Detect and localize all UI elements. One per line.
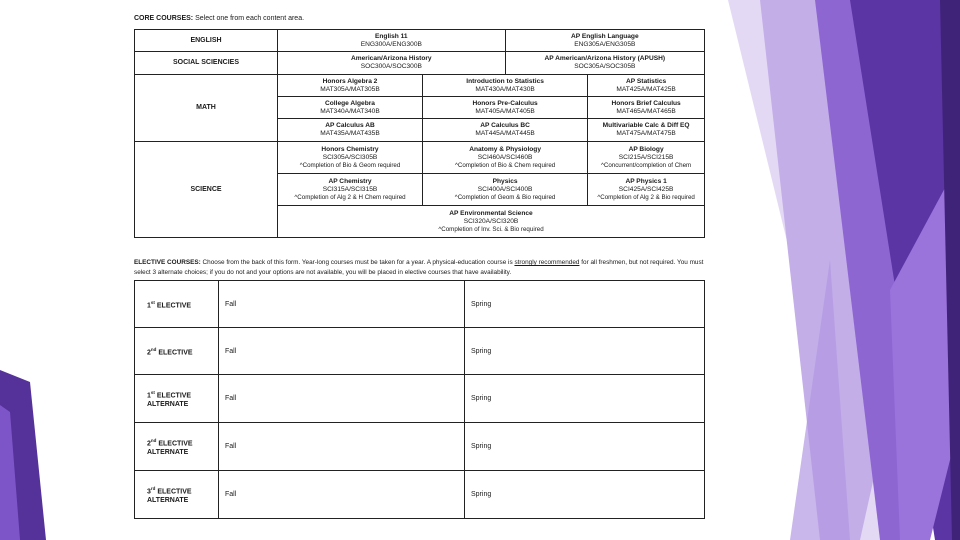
course-cell [423, 75, 588, 97]
course-cell [278, 30, 506, 52]
elective-ordinal-suffix: rd [150, 485, 156, 491]
category-science: SCIENCE [135, 142, 278, 238]
course-code: MAT445A/MAT445B [475, 130, 535, 137]
course-name: Anatomy & Physiology [469, 145, 541, 153]
elective-label-alt: ALTERNATE [147, 449, 189, 457]
course-code: ENG300A/ENG300B [360, 40, 422, 48]
core-header [134, 14, 710, 23]
course-code: MAT305A/MAT305B [320, 85, 380, 93]
course-code: MAT405A/MAT405B [475, 107, 535, 115]
course-code: MAT340A/MAT340B [320, 107, 380, 115]
course-selection-form [126, 14, 710, 505]
course-name: AP Physics 1 [625, 177, 667, 185]
course-code: SCI305A/SCI305B [322, 153, 378, 161]
course-cell [423, 97, 588, 119]
course-cell [588, 174, 705, 206]
fall-field[interactable]: Fall [219, 471, 465, 519]
spring-field[interactable]: Spring [465, 281, 705, 328]
spring-field[interactable]: Spring [465, 375, 705, 423]
course-code: SCI215A/SCI215B [618, 153, 674, 161]
course-code: MAT465A/MAT465B [616, 107, 676, 115]
elective-row [135, 423, 705, 471]
course-cell [278, 52, 506, 75]
fall-field[interactable]: Fall [219, 423, 465, 471]
elective-label-text: ELECTIVE [156, 302, 192, 310]
course-cell [588, 97, 705, 119]
course-name: Multivariable Calc & Diff EQ [602, 122, 690, 129]
elective-ordinal: 1 [147, 302, 151, 310]
core-row-english [135, 30, 705, 52]
category-math: MATH [135, 75, 278, 142]
elective-title: ELECTIVE COURSES: [134, 259, 201, 266]
course-code: MAT435A/MAT435B [320, 130, 380, 137]
elective-label [135, 423, 219, 471]
elective-row [135, 328, 705, 375]
elective-ordinal-suffix: nd [150, 346, 157, 352]
course-requirement: ^Completion of Geom & Bio required [454, 193, 556, 201]
elective-ordinal-suffix: st [150, 389, 155, 395]
course-cell [278, 174, 423, 206]
elective-row [135, 471, 705, 519]
course-cell [278, 206, 705, 238]
course-cell [278, 97, 423, 119]
core-courses-table [134, 29, 705, 238]
elective-label-text: ELECTIVE [157, 488, 192, 496]
fall-field[interactable]: Fall [219, 375, 465, 423]
course-cell [588, 75, 705, 97]
category-english: ENGLISH [135, 30, 278, 52]
course-name: College Algebra [325, 99, 375, 107]
category-social-sciences: SOCIAL SCIENCIES [135, 52, 278, 75]
elective-ordinal: 2 [147, 349, 151, 357]
course-code: MAT430A/MAT430B [475, 85, 535, 93]
elective-label [135, 328, 219, 375]
elective-text-before: Choose from the back of this form. Year-long courses must be taken for a year. A physical-education course is [202, 259, 513, 266]
course-code: SCI315A/SCI315B [322, 185, 378, 193]
elective-text-emph: strongly recommended [514, 259, 580, 266]
course-requirement: ^Completion of Bio & Geom required [299, 161, 401, 169]
course-name: AP Biology [628, 145, 664, 153]
course-code: SCI400A/SCI400B [477, 185, 533, 193]
core-row-science [135, 142, 705, 174]
spring-field[interactable]: Spring [465, 423, 705, 471]
course-cell [505, 52, 704, 75]
course-code: MAT425A/MAT425B [616, 85, 676, 93]
course-name: Introduction to Statistics [466, 77, 544, 85]
course-name: AP Environmental Science [449, 209, 533, 217]
course-requirement: ^Completion of Inv. Sci. & Bio required [438, 225, 544, 233]
course-requirement: ^Completion of Bio & Chem required [454, 161, 556, 169]
elective-ordinal-suffix: nd [150, 437, 157, 443]
course-cell [423, 174, 588, 206]
course-code: SCI425A/SCI425B [618, 185, 674, 193]
elective-label-alt: ALTERNATE [147, 497, 189, 505]
course-requirement: ^Completion of Alg 2 & Bio required [597, 193, 695, 201]
spring-field[interactable]: Spring [465, 471, 705, 519]
elective-ordinal: 1 [147, 392, 151, 400]
course-cell [278, 119, 423, 142]
course-name: Physics [492, 177, 518, 185]
elective-label-alt: ALTERNATE [147, 401, 189, 409]
course-name: English 11 [374, 32, 408, 40]
elective-ordinal: 2 [147, 440, 151, 448]
course-code: SCI460A/SCI460B [477, 153, 533, 161]
course-name: American/Arizona History [350, 55, 432, 62]
core-instructions: Select one from each content area. [195, 15, 305, 22]
course-cell [278, 75, 423, 97]
elective-row [135, 375, 705, 423]
course-code: ENG305A/ENG305B [574, 40, 636, 48]
course-code: MAT475A/MAT475B [616, 130, 676, 137]
course-cell [423, 119, 588, 142]
course-requirement: ^Completion of Alg 2 & H Chem required [294, 193, 406, 201]
course-name: AP Statistics [625, 77, 667, 85]
fall-field[interactable]: Fall [219, 281, 465, 328]
elective-label-text: ELECTIVE [158, 440, 193, 448]
elective-row [135, 281, 705, 328]
elective-instructions [134, 258, 704, 278]
spring-field[interactable]: Spring [465, 328, 705, 375]
elective-ordinal-suffix: st [150, 299, 155, 305]
course-name: AP Calculus AB [325, 122, 375, 129]
course-name: Honors Pre-Calculus [472, 99, 538, 107]
course-cell [505, 30, 704, 52]
course-name: AP American/Arizona History (APUSH) [544, 55, 666, 62]
course-name: Honors Algebra 2 [322, 77, 378, 85]
course-name: AP English Language [570, 32, 639, 40]
elective-label [135, 281, 219, 328]
elective-table [134, 280, 705, 519]
core-row-social [135, 52, 705, 75]
course-name: AP Calculus BC [480, 122, 530, 129]
fall-field[interactable]: Fall [219, 328, 465, 375]
course-cell [278, 142, 423, 174]
elective-label-text: ELECTIVE [156, 392, 192, 400]
core-title: CORE COURSES: [134, 15, 194, 22]
course-cell [588, 142, 705, 174]
elective-label [135, 471, 219, 519]
course-requirement: ^Concurrent/completion of Chem [600, 161, 692, 169]
elective-label-text: ELECTIVE [158, 349, 193, 357]
course-cell [423, 142, 588, 174]
course-name: AP Chemistry [328, 177, 372, 185]
course-code: SCI320A/SCI320B [463, 217, 519, 225]
elective-label [135, 375, 219, 423]
course-name: Honors Chemistry [321, 145, 379, 153]
course-code: SOC305A/SOC305B [574, 63, 636, 70]
course-code: SOC300A/SOC300B [360, 63, 422, 70]
course-name: Honors Brief Calculus [611, 99, 681, 107]
elective-text-after: for all freshmen, but not required. You must select 3 alternate choices; if you do not and your options are not available, you will be placed in elective courses that have availability. [134, 259, 704, 276]
elective-ordinal: 3 [147, 488, 151, 496]
course-cell [588, 119, 705, 142]
core-row-math [135, 75, 705, 97]
